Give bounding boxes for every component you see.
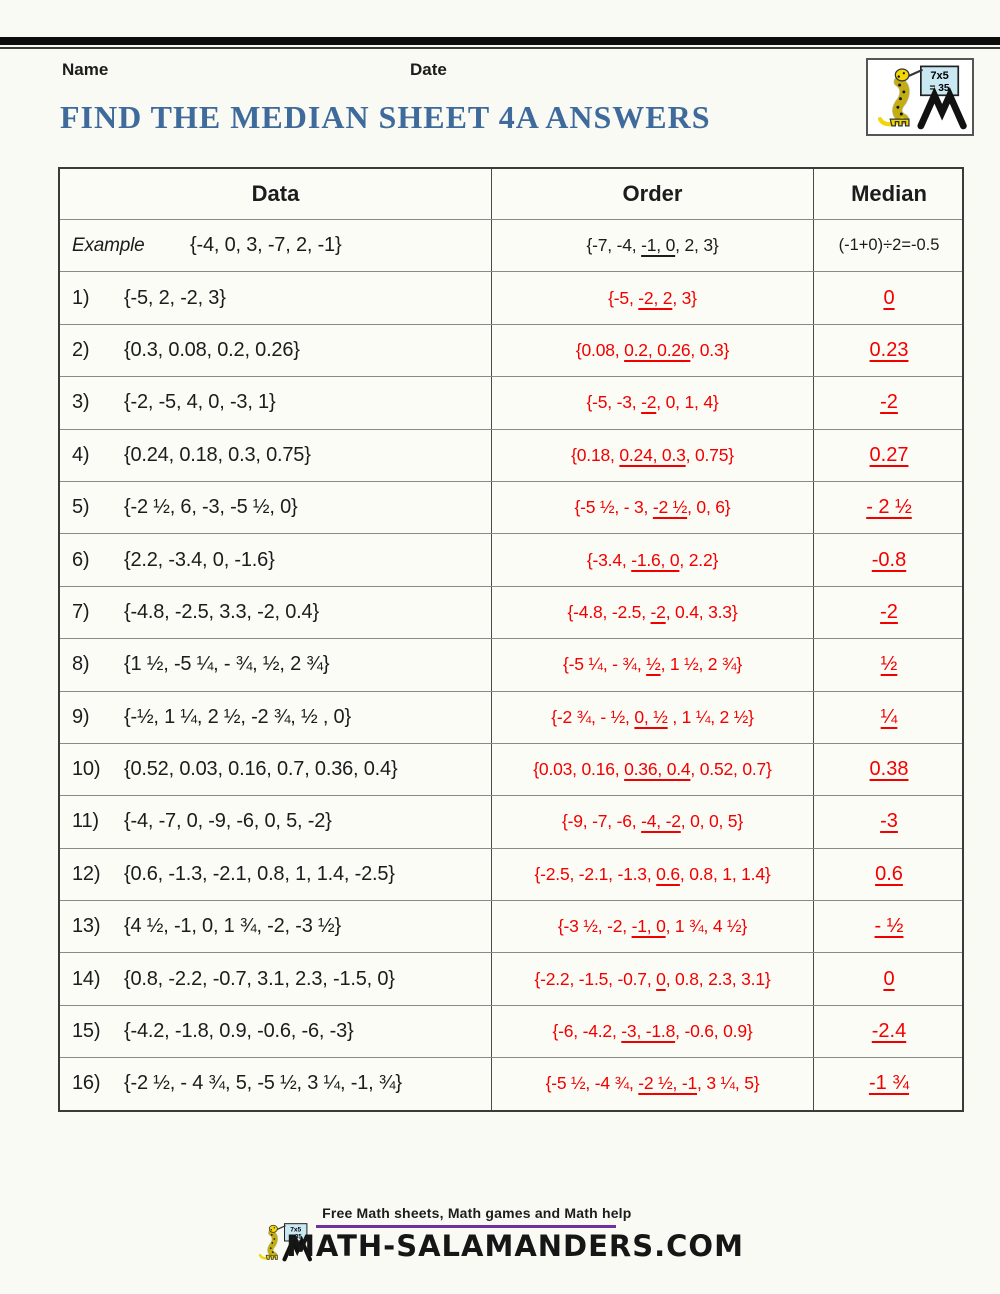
- row-median: 0.23: [813, 325, 964, 376]
- row-order: {-7, -4, -1, 0, 2, 3}: [491, 220, 813, 271]
- footer-site-name: MATH-SALAMANDERS.COM: [286, 1228, 744, 1264]
- example-label: Example: [72, 234, 145, 256]
- row-number: 14): [72, 967, 101, 990]
- row-order: {0.08, 0.2, 0.26, 0.3}: [491, 325, 813, 376]
- table-row: [60, 271, 962, 323]
- row-number: 13): [72, 915, 101, 938]
- row-median: -2: [813, 377, 964, 428]
- table-row: [60, 481, 962, 533]
- table-row: [60, 533, 962, 585]
- row-data: {-2 ½, - 4 ¾, 5, -5 ½, 3 ¼, -1, ¾}: [124, 1072, 402, 1095]
- header-order: Order: [491, 169, 813, 219]
- row-data: {-4, 0, 3, -7, 2, -1}: [190, 234, 342, 257]
- row-median: - ½: [813, 901, 964, 952]
- table-row: [60, 586, 962, 638]
- row-order: {-4.8, -2.5, -2, 0.4, 3.3}: [491, 587, 813, 638]
- row-median: 0: [813, 272, 964, 323]
- row-order: {-2.2, -1.5, -0.7, 0, 0.8, 2.3, 3.1}: [491, 953, 813, 1004]
- row-data: {1 ½, -5 ¼, - ¾, ½, 2 ¾}: [124, 653, 330, 676]
- row-number: 2): [72, 338, 90, 361]
- row-order: {-9, -7, -6, -4, -2, 0, 0, 5}: [491, 796, 813, 847]
- salamander-mascot-icon: [871, 63, 969, 131]
- row-number: 15): [72, 1020, 101, 1043]
- row-data: {0.6, -1.3, -2.1, 0.8, 1, 1.4, -2.5}: [124, 862, 395, 885]
- row-median: ¼: [813, 692, 964, 743]
- footer-tagline: Free Math sheets, Math games and Math help: [322, 1205, 632, 1221]
- row-order: {-5 ½, - 3, -2 ½, 0, 6}: [491, 482, 813, 533]
- row-median: -1 ¾: [813, 1058, 964, 1109]
- row-number: 3): [72, 391, 90, 414]
- table-row: [60, 952, 962, 1004]
- row-number: 7): [72, 600, 90, 623]
- footer-divider: [316, 1225, 616, 1228]
- row-order: {-6, -4.2, -3, -1.8, -0.6, 0.9}: [491, 1006, 813, 1057]
- row-data: {-5, 2, -2, 3}: [124, 286, 226, 309]
- row-median: -2.4: [813, 1006, 964, 1057]
- row-median: (-1+0)÷2=-0.5: [813, 220, 964, 271]
- row-number: 6): [72, 548, 90, 571]
- row-order: {-3 ½, -2, -1, 0, 1 ¾, 4 ½}: [491, 901, 813, 952]
- row-order: {-5 ½, -4 ¾, -2 ½, -1, 3 ¼, 5}: [491, 1058, 813, 1109]
- row-data: {0.8, -2.2, -0.7, 3.1, 2.3, -1.5, 0}: [124, 967, 395, 990]
- row-median: ½: [813, 639, 964, 690]
- row-number: 11): [72, 810, 99, 833]
- row-data: {0.3, 0.08, 0.2, 0.26}: [124, 338, 300, 361]
- header-median: Median: [813, 169, 964, 219]
- row-data: {0.24, 0.18, 0.3, 0.75}: [124, 443, 311, 466]
- row-median: 0.27: [813, 430, 964, 481]
- top-rule: [0, 0, 1000, 49]
- row-median: -0.8: [813, 534, 964, 585]
- table-row: [60, 691, 962, 743]
- row-number: 16): [72, 1072, 101, 1095]
- row-number: 1): [72, 286, 90, 309]
- row-order: {0.03, 0.16, 0.36, 0.4, 0.52, 0.7}: [491, 744, 813, 795]
- table-row: [60, 1057, 962, 1109]
- row-order: {-5, -2, 2, 3}: [491, 272, 813, 323]
- row-number: 4): [72, 443, 90, 466]
- table-row: [60, 900, 962, 952]
- row-median: -2: [813, 587, 964, 638]
- table-row: [60, 795, 962, 847]
- row-data: {-4.2, -1.8, 0.9, -0.6, -6, -3}: [124, 1020, 354, 1043]
- table-row: [60, 376, 962, 428]
- footer: [0, 1205, 1000, 1273]
- row-median: - 2 ½: [813, 482, 964, 533]
- row-median: -3: [813, 796, 964, 847]
- row-order: {-2.5, -2.1, -1.3, 0.6, 0.8, 1, 1.4}: [491, 849, 813, 900]
- table-row-example: [60, 219, 962, 271]
- row-data: {0.52, 0.03, 0.16, 0.7, 0.36, 0.4}: [124, 758, 398, 781]
- header: [0, 49, 1000, 167]
- row-data: {-2, -5, 4, 0, -3, 1}: [124, 391, 276, 414]
- row-order: {-5, -3, -2, 0, 1, 4}: [491, 377, 813, 428]
- row-number: 12): [72, 862, 101, 885]
- row-order: {-3.4, -1.6, 0, 2.2}: [491, 534, 813, 585]
- row-data: {-½, 1 ¼, 2 ½, -2 ¾, ½ , 0}: [124, 705, 351, 728]
- page-title: FIND THE MEDIAN SHEET 4A ANSWERS: [60, 99, 711, 135]
- row-data: {-4.8, -2.5, 3.3, -2, 0.4}: [124, 600, 319, 623]
- row-data: {-2 ½, 6, -3, -5 ½, 0}: [124, 496, 298, 519]
- row-data: {2.2, -3.4, 0, -1.6}: [124, 548, 275, 571]
- row-order: {0.18, 0.24, 0.3, 0.75}: [491, 430, 813, 481]
- table-row: [60, 429, 962, 481]
- row-median: 0: [813, 953, 964, 1004]
- row-number: 5): [72, 496, 90, 519]
- salamander-logo-box: [866, 58, 974, 136]
- row-number: 8): [72, 653, 90, 676]
- name-label: Name: [62, 60, 109, 79]
- row-order: {-5 ¼, - ¾, ½, 1 ½, 2 ¾}: [491, 639, 813, 690]
- table-row: [60, 848, 962, 900]
- median-table: [58, 167, 964, 1112]
- table-header-row: [60, 169, 962, 219]
- row-order: {-2 ¾, - ½, 0, ½ , 1 ¼, 2 ½}: [491, 692, 813, 743]
- row-number: 10): [72, 758, 101, 781]
- row-data: {4 ½, -1, 0, 1 ¾, -2, -3 ½}: [124, 915, 341, 938]
- top-rule-thick: [0, 37, 1000, 45]
- row-number: 9): [72, 705, 90, 728]
- table-row: [60, 1005, 962, 1057]
- table-row: [60, 743, 962, 795]
- table-row: [60, 638, 962, 690]
- date-label: Date: [410, 60, 447, 79]
- row-median: 0.6: [813, 849, 964, 900]
- table-row: [60, 324, 962, 376]
- row-data: {-4, -7, 0, -9, -6, 0, 5, -2}: [124, 810, 332, 833]
- header-data: Data: [251, 181, 300, 206]
- row-median: 0.38: [813, 744, 964, 795]
